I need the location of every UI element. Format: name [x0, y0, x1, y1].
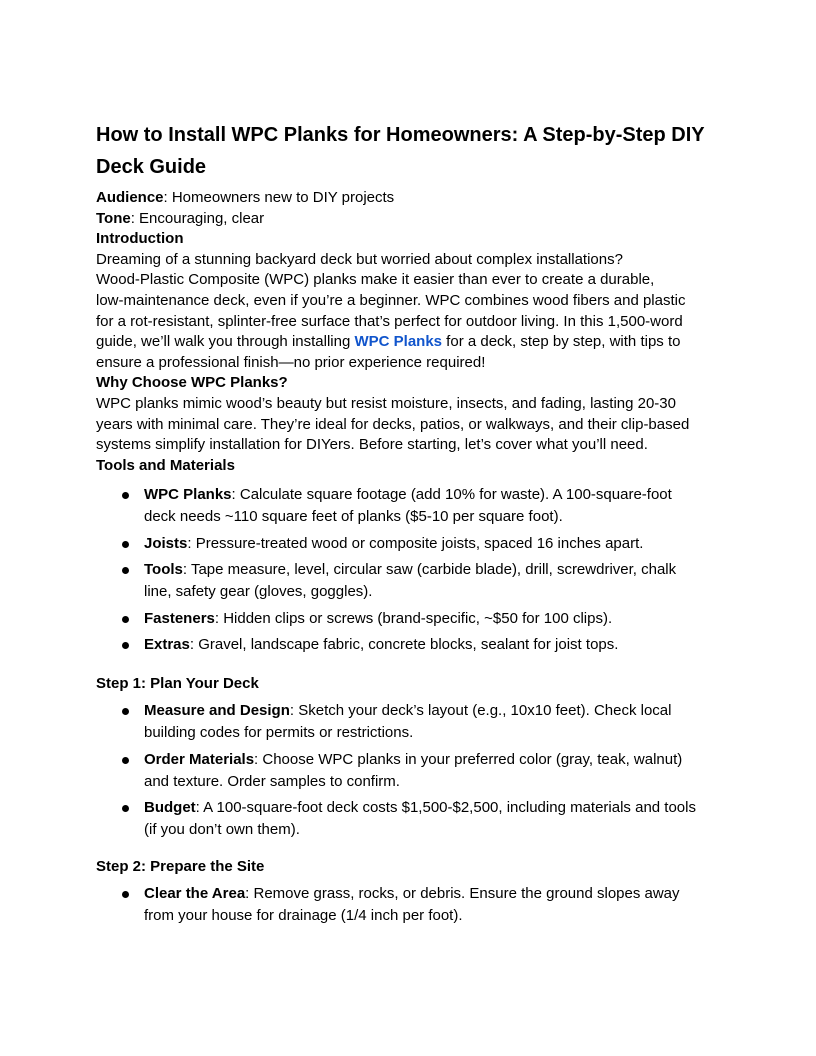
intro-line-with-link [96, 332, 720, 353]
list-item [96, 608, 720, 630]
bullet-icon [122, 642, 129, 649]
item-text: from your house for drainage (1/4 inch per foot). [144, 907, 463, 924]
bullet-icon [122, 891, 129, 898]
tools-heading: Tools and Materials [96, 456, 235, 474]
meta-block [96, 188, 720, 476]
audience-line [96, 188, 720, 209]
bullet-icon [122, 805, 129, 812]
list-item [96, 749, 720, 793]
item-label: Order Materials [144, 750, 255, 768]
item-text: : Choose WPC planks in your preferred color (gray, teak, walnut) [254, 750, 683, 768]
item-text: : Gravel, landscape fabric, concrete blocks, sealant for joist tops. [189, 636, 619, 653]
list-item [96, 559, 720, 603]
item-text: : Pressure-treated wood or composite joists, spaced 16 inches apart. [187, 534, 644, 552]
intro-heading: Introduction [96, 230, 184, 248]
list-item [96, 634, 720, 656]
audience-label: Audience [96, 189, 164, 206]
tone-label: Tone [96, 209, 131, 227]
bullet-icon [122, 708, 129, 715]
intro-text: for a deck, step by step, with tips to [442, 333, 681, 351]
intro-text: guide, we’ll walk you through installing [96, 333, 355, 351]
intro-line: Wood-Plastic Composite (WPC) planks make it easier than ever to create a durable, [96, 271, 655, 289]
why-heading: Why Choose WPC Planks? [96, 374, 288, 392]
why-line: WPC planks mimic wood’s beauty but resist moisture, insects, and fading, lasting 20-30 [96, 394, 676, 412]
list-item [96, 533, 720, 555]
item-text: : A 100-square-foot deck costs $1,500-$2,500, including materials and tools [195, 799, 696, 816]
audience-value: : Homeowners new to DIY projects [163, 189, 395, 206]
item-label: Fasteners [144, 609, 215, 627]
item-text: : Hidden clips or screws (brand-specific, ~$50 for 100 clips). [214, 609, 613, 627]
tools-list [96, 484, 720, 661]
item-text: : Sketch your deck’s layout (e.g., 10x10 feet). Check local [289, 702, 672, 719]
bullet-icon [122, 492, 129, 499]
item-label: Budget [144, 799, 196, 816]
item-label: Clear the Area [144, 885, 246, 902]
item-text: (if you don’t own them). [144, 821, 300, 838]
tone-value: : Encouraging, clear [130, 209, 265, 227]
tone-line [96, 209, 720, 230]
item-text: deck needs ~110 square feet of planks ($5-10 per square foot). [144, 508, 563, 525]
document-title: How to Install WPC Planks for Homeowners: A Step-by-Step DIY Deck Guide [96, 124, 705, 178]
list-item [96, 883, 720, 927]
bullet-icon [122, 567, 129, 574]
step1-heading: Step 1: Plan Your Deck [96, 675, 259, 692]
bullet-icon [122, 541, 129, 548]
wpc-planks-link[interactable]: WPC Planks [354, 333, 443, 351]
why-line: years with minimal care. They’re ideal for decks, patios, or walkways, and their clip-based [96, 415, 690, 433]
step2-heading: Step 2: Prepare the Site [96, 858, 265, 875]
step1-list [96, 700, 720, 846]
item-label: Tools [144, 561, 183, 578]
item-text: line, safety gear (gloves, goggles). [144, 583, 373, 600]
item-text: : Calculate square footage (add 10% for waste). A 100-square-foot [231, 486, 672, 503]
list-item [96, 797, 720, 841]
intro-line: low-maintenance deck, even if you’re a beginner. WPC combines wood fibers and plastic [96, 291, 686, 309]
bullet-icon [122, 757, 129, 764]
item-text: : Tape measure, level, circular saw (carbide blade), drill, screwdriver, chalk [182, 561, 677, 578]
intro-line: ensure a professional finish—no prior experience required! [96, 353, 486, 371]
intro-line: Dreaming of a stunning backyard deck but worried about complex installations? [96, 250, 623, 268]
item-text: building codes for permits or restrictions. [144, 724, 414, 741]
list-item [96, 700, 720, 744]
item-text: : Remove grass, rocks, or debris. Ensure the ground slopes away [245, 885, 680, 902]
item-label: Joists [144, 534, 188, 552]
intro-line: for a rot-resistant, splinter-free surface that’s perfect for outdoor living. In this 1,500-word [96, 312, 683, 330]
bullet-icon [122, 616, 129, 623]
item-label: Measure and Design [144, 702, 290, 719]
why-line: systems simplify installation for DIYers. Before starting, let’s cover what you’ll need. [96, 436, 648, 454]
item-text: and texture. Order samples to confirm. [144, 772, 400, 790]
list-item [96, 484, 720, 528]
item-label: Extras [144, 636, 190, 653]
item-label: WPC Planks [144, 486, 232, 503]
step2-list [96, 883, 720, 932]
